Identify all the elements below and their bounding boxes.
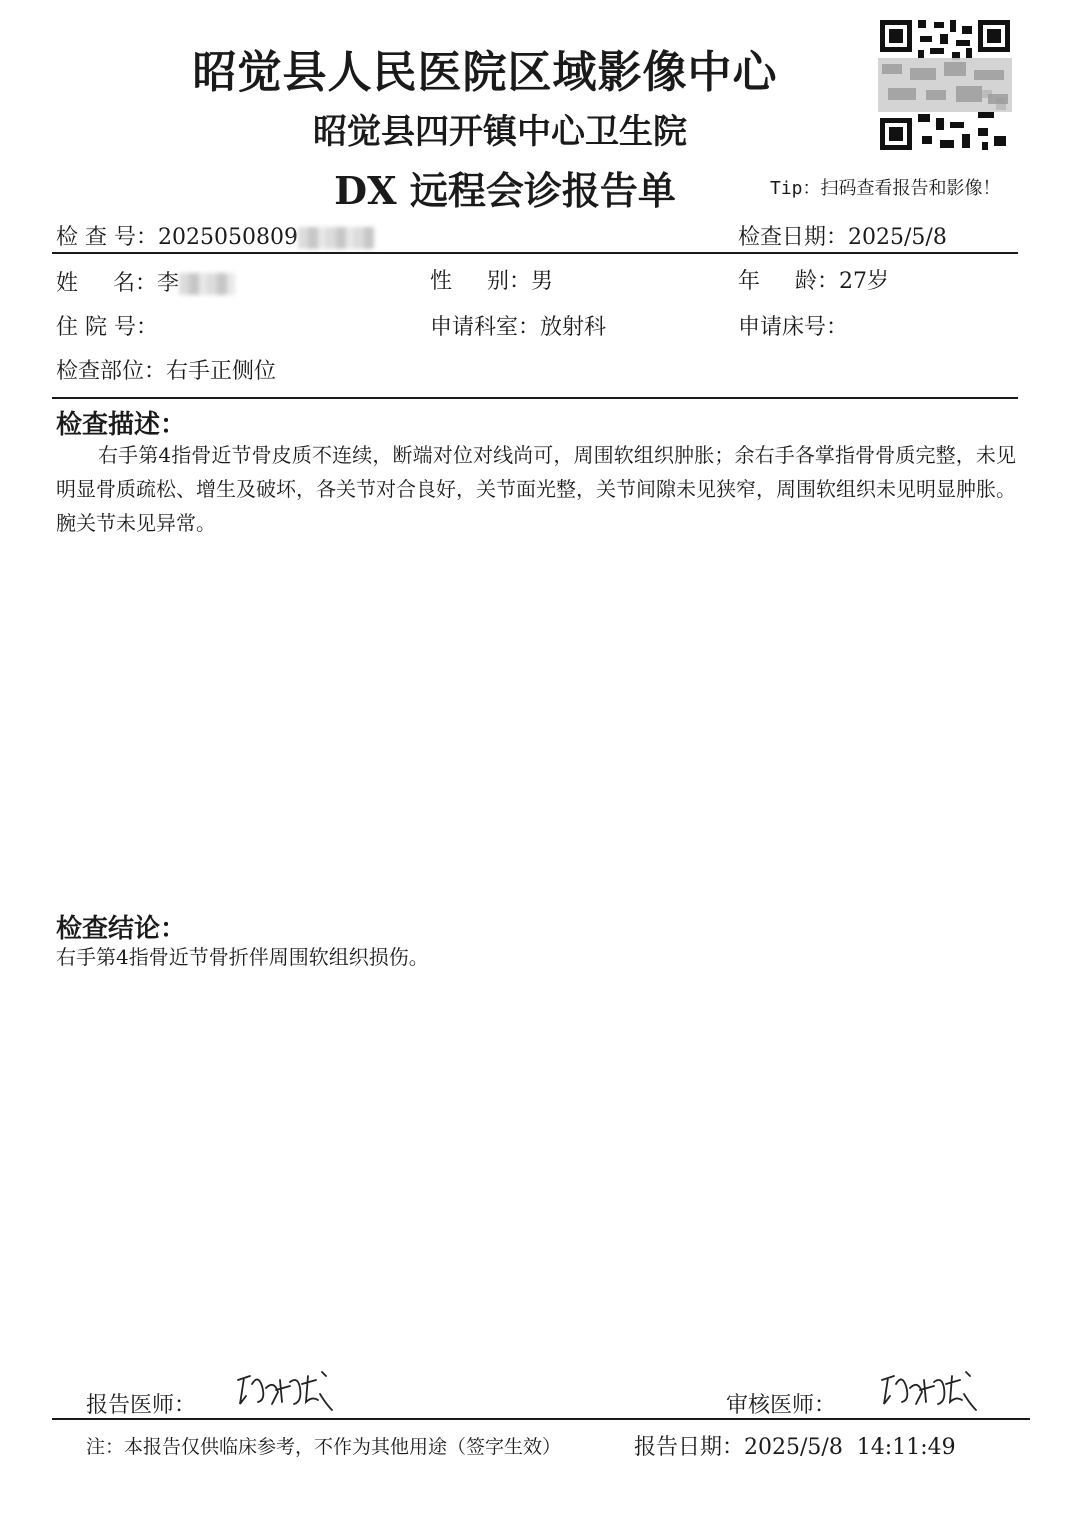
exam-part <box>56 354 276 385</box>
redaction-mask <box>298 227 374 249</box>
exam-number <box>56 220 374 251</box>
request-department <box>430 310 606 341</box>
report-date-label: 报告日期： <box>634 1435 745 1460</box>
divider <box>52 397 1018 399</box>
request-bed <box>738 310 848 341</box>
divider <box>52 1418 1030 1420</box>
patient-gender-value: 男 <box>530 269 553 294</box>
patient-age-label: 年 龄： <box>738 269 839 294</box>
inpatient-number-label: 住 院 号： <box>56 315 158 340</box>
exam-date-label: 检查日期： <box>738 225 849 250</box>
patient-gender <box>430 264 553 295</box>
patient-name <box>56 266 235 297</box>
exam-date-value: 2025/5/8 <box>848 225 947 250</box>
exam-part-value: 右手正侧位 <box>166 359 277 384</box>
patient-gender-label: 性 别： <box>430 269 531 294</box>
report-doctor-signature <box>232 1366 342 1414</box>
exam-number-label: 检 查 号： <box>56 225 158 250</box>
exam-number-value: 2025050809 <box>158 225 298 250</box>
report-date <box>634 1430 956 1461</box>
review-doctor-label: 审核医师： <box>726 1393 837 1418</box>
request-department-value: 放射科 <box>540 315 607 340</box>
report-title: DX 远程会诊报告单 <box>334 168 676 213</box>
patient-age <box>738 264 889 295</box>
qr-code-icon[interactable] <box>878 18 1012 152</box>
divider <box>52 252 1018 254</box>
review-doctor-signature <box>876 1366 986 1414</box>
disclaimer-note: 注：本报告仅供临床参考，不作为其他用途（签字生效） <box>86 1436 562 1458</box>
request-department-label: 申请科室： <box>430 315 541 340</box>
conclusion-heading: 检查结论： <box>56 914 187 944</box>
exam-part-label: 检查部位： <box>56 359 167 384</box>
description-text: 右手第4指骨近节骨皮质不连续，断端对位对线尚可，周围软组织肿胀；余右手各掌指骨骨质完整，未见明显骨质疏松、增生及破坏，各关节对合良好，关节面光整，关节间隙未见狭窄，周围软组织未见明显肿胀。腕关节未见异常。 <box>56 443 1016 535</box>
conclusion-text: 右手第4指骨近节骨折伴周围软组织损伤。 <box>56 945 429 969</box>
patient-age-value: 27岁 <box>838 269 889 294</box>
report-date-value: 2025/5/8 14:11:49 <box>744 1435 956 1460</box>
request-bed-label: 申请床号： <box>738 315 849 340</box>
qr-tip: Tip：扫码查看报告和影像！ <box>770 178 1001 199</box>
description-heading: 检查描述： <box>56 410 187 440</box>
inpatient-number <box>56 310 158 341</box>
patient-name-label: 姓 名： <box>56 271 157 296</box>
exam-date <box>738 220 947 251</box>
redaction-mask <box>179 273 235 295</box>
patient-name-value: 李 <box>156 271 179 296</box>
report-doctor-label: 报告医师： <box>86 1393 197 1418</box>
clinic-title: 昭觉县四开镇中心卫生院 <box>313 112 687 152</box>
hospital-title: 昭觉县人民医院区域影像中心 <box>192 47 778 98</box>
